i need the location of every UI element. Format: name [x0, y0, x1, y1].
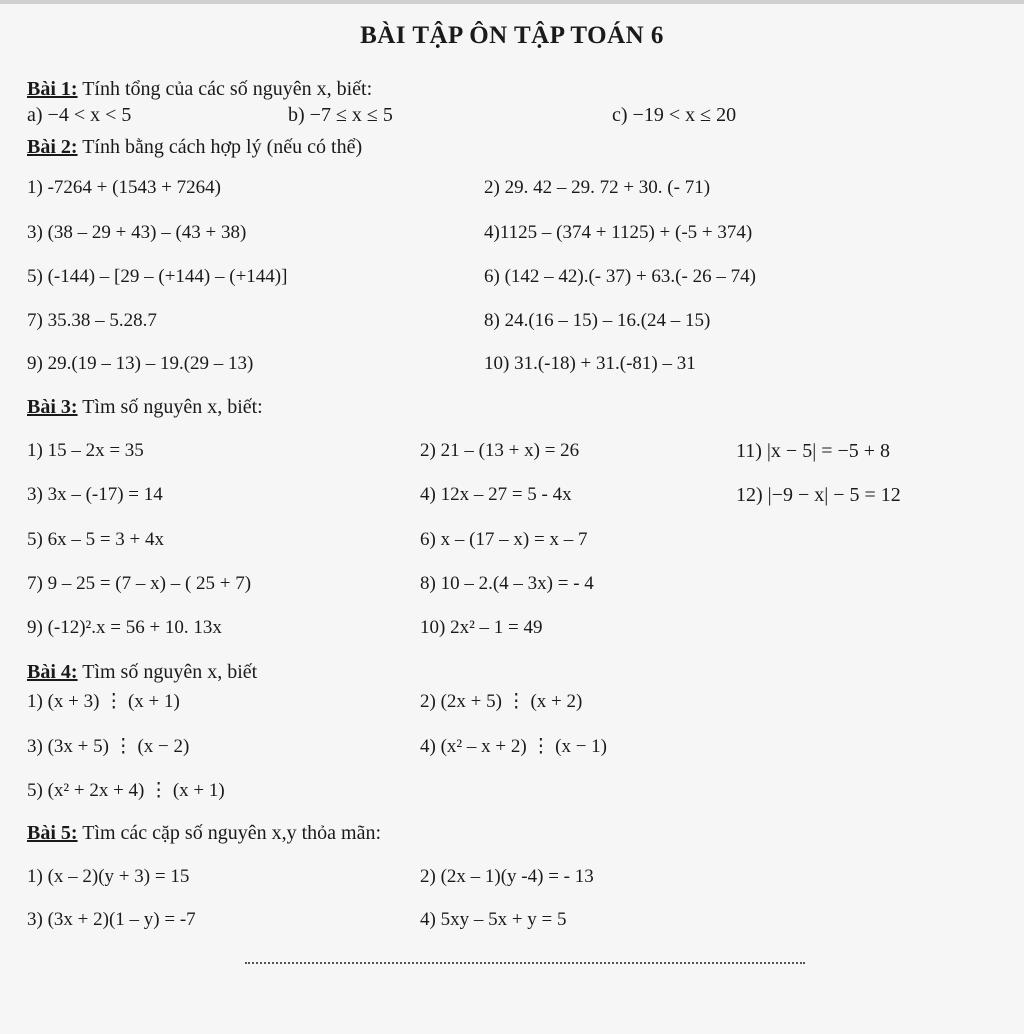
bai3-item-1: 1) 15 – 2x = 35 [27, 440, 144, 461]
bai2-item-9: 9) 29.(19 – 13) – 19.(29 – 13) [27, 353, 254, 374]
bai3-item-6: 6) x – (17 – x) = x – 7 [420, 529, 588, 550]
bai2-item-1: 1) -7264 + (1543 + 7264) [27, 177, 221, 198]
bai3-item-9: 9) (-12)².x = 56 + 10. 13x [27, 617, 222, 638]
bai2-item-6: 6) (142 – 42).(- 37) + 63.(- 26 – 74) [484, 266, 756, 287]
bai3-item-4: 4) 12x – 27 = 5 - 4x [420, 484, 572, 505]
bai3-item-12: 12) |−9 − x| − 5 = 12 [736, 484, 901, 506]
bai4-item-3: 3) (3x + 5) ⋮ (x − 2) [27, 736, 190, 757]
bai2-item-3: 3) (38 – 29 + 43) – (43 + 38) [27, 222, 247, 243]
bai3-heading [27, 396, 263, 419]
bai2-item-8: 8) 24.(16 – 15) – 16.(24 – 15) [484, 310, 711, 331]
bai4-item-2: 2) (2x + 5) ⋮ (x + 2) [420, 691, 583, 712]
bai4-item-1: 1) (x + 3) ⋮ (x + 1) [27, 691, 180, 712]
bai4-item-4: 4) (x² – x + 2) ⋮ (x − 1) [420, 736, 608, 757]
bai3-item-11: 11) |x − 5| = −5 + 8 [736, 440, 891, 462]
bai3-item-7: 7) 9 – 25 = (7 – x) – ( 25 + 7) [27, 573, 252, 594]
bai1-item-a: a) −4 < x < 5 [27, 104, 132, 126]
bai2-label: Bài 2: [27, 136, 78, 158]
bai3-item-3: 3) 3x – (-17) = 14 [27, 484, 163, 505]
page-title: BÀI TẬP ÔN TẬP TOÁN 6 [360, 22, 664, 49]
bai4-item-5: 5) (x² + 2x + 4) ⋮ (x + 1) [27, 780, 225, 801]
dotted-divider [245, 962, 805, 964]
bai2-item-10: 10) 31.(-18) + 31.(-81) – 31 [484, 353, 696, 374]
bai4-label: Bài 4: [27, 661, 78, 683]
bai3-text: Tìm số nguyên x, biết: [82, 396, 263, 418]
bai1-item-c: c) −19 < x ≤ 20 [612, 104, 737, 126]
bai2-item-2: 2) 29. 42 – 29. 72 + 30. (- 71) [484, 177, 711, 198]
bai2-item-4: 4)1125 – (374 + 1125) + (-5 + 374) [484, 222, 753, 243]
bai5-heading [27, 822, 381, 845]
bai5-item-4: 4) 5xy – 5x + y = 5 [420, 909, 567, 930]
bai5-item-3: 3) (3x + 2)(1 – y) = -7 [27, 909, 196, 930]
bai5-text: Tìm các cặp số nguyên x,y thỏa mãn: [82, 822, 382, 844]
top-border [0, 0, 1024, 4]
bai1-heading [27, 78, 372, 101]
bai2-item-5: 5) (-144) – [29 – (+144) – (+144)] [27, 266, 288, 287]
bai5-item-1: 1) (x – 2)(y + 3) = 15 [27, 866, 190, 887]
bai3-item-8: 8) 10 – 2.(4 – 3x) = - 4 [420, 573, 594, 594]
bai1-text: Tính tổng của các số nguyên x, biết: [82, 78, 373, 100]
bai4-heading [27, 661, 257, 684]
bai3-item-2: 2) 21 – (13 + x) = 26 [420, 440, 580, 461]
bai1-label: Bài 1: [27, 78, 78, 100]
bai3-label: Bài 3: [27, 396, 78, 418]
bai1-item-b: b) −7 ≤ x ≤ 5 [288, 104, 393, 126]
bai4-text: Tìm số nguyên x, biết [82, 661, 258, 683]
bai5-label: Bài 5: [27, 822, 78, 844]
bai5-item-2: 2) (2x – 1)(y -4) = - 13 [420, 866, 594, 887]
bai2-item-7: 7) 35.38 – 5.28.7 [27, 310, 157, 331]
bai3-item-10: 10) 2x² – 1 = 49 [420, 617, 543, 638]
bai3-item-5: 5) 6x – 5 = 3 + 4x [27, 529, 165, 550]
bai2-text: Tính bằng cách hợp lý (nếu có thể) [82, 136, 363, 158]
bai2-heading [27, 136, 362, 159]
